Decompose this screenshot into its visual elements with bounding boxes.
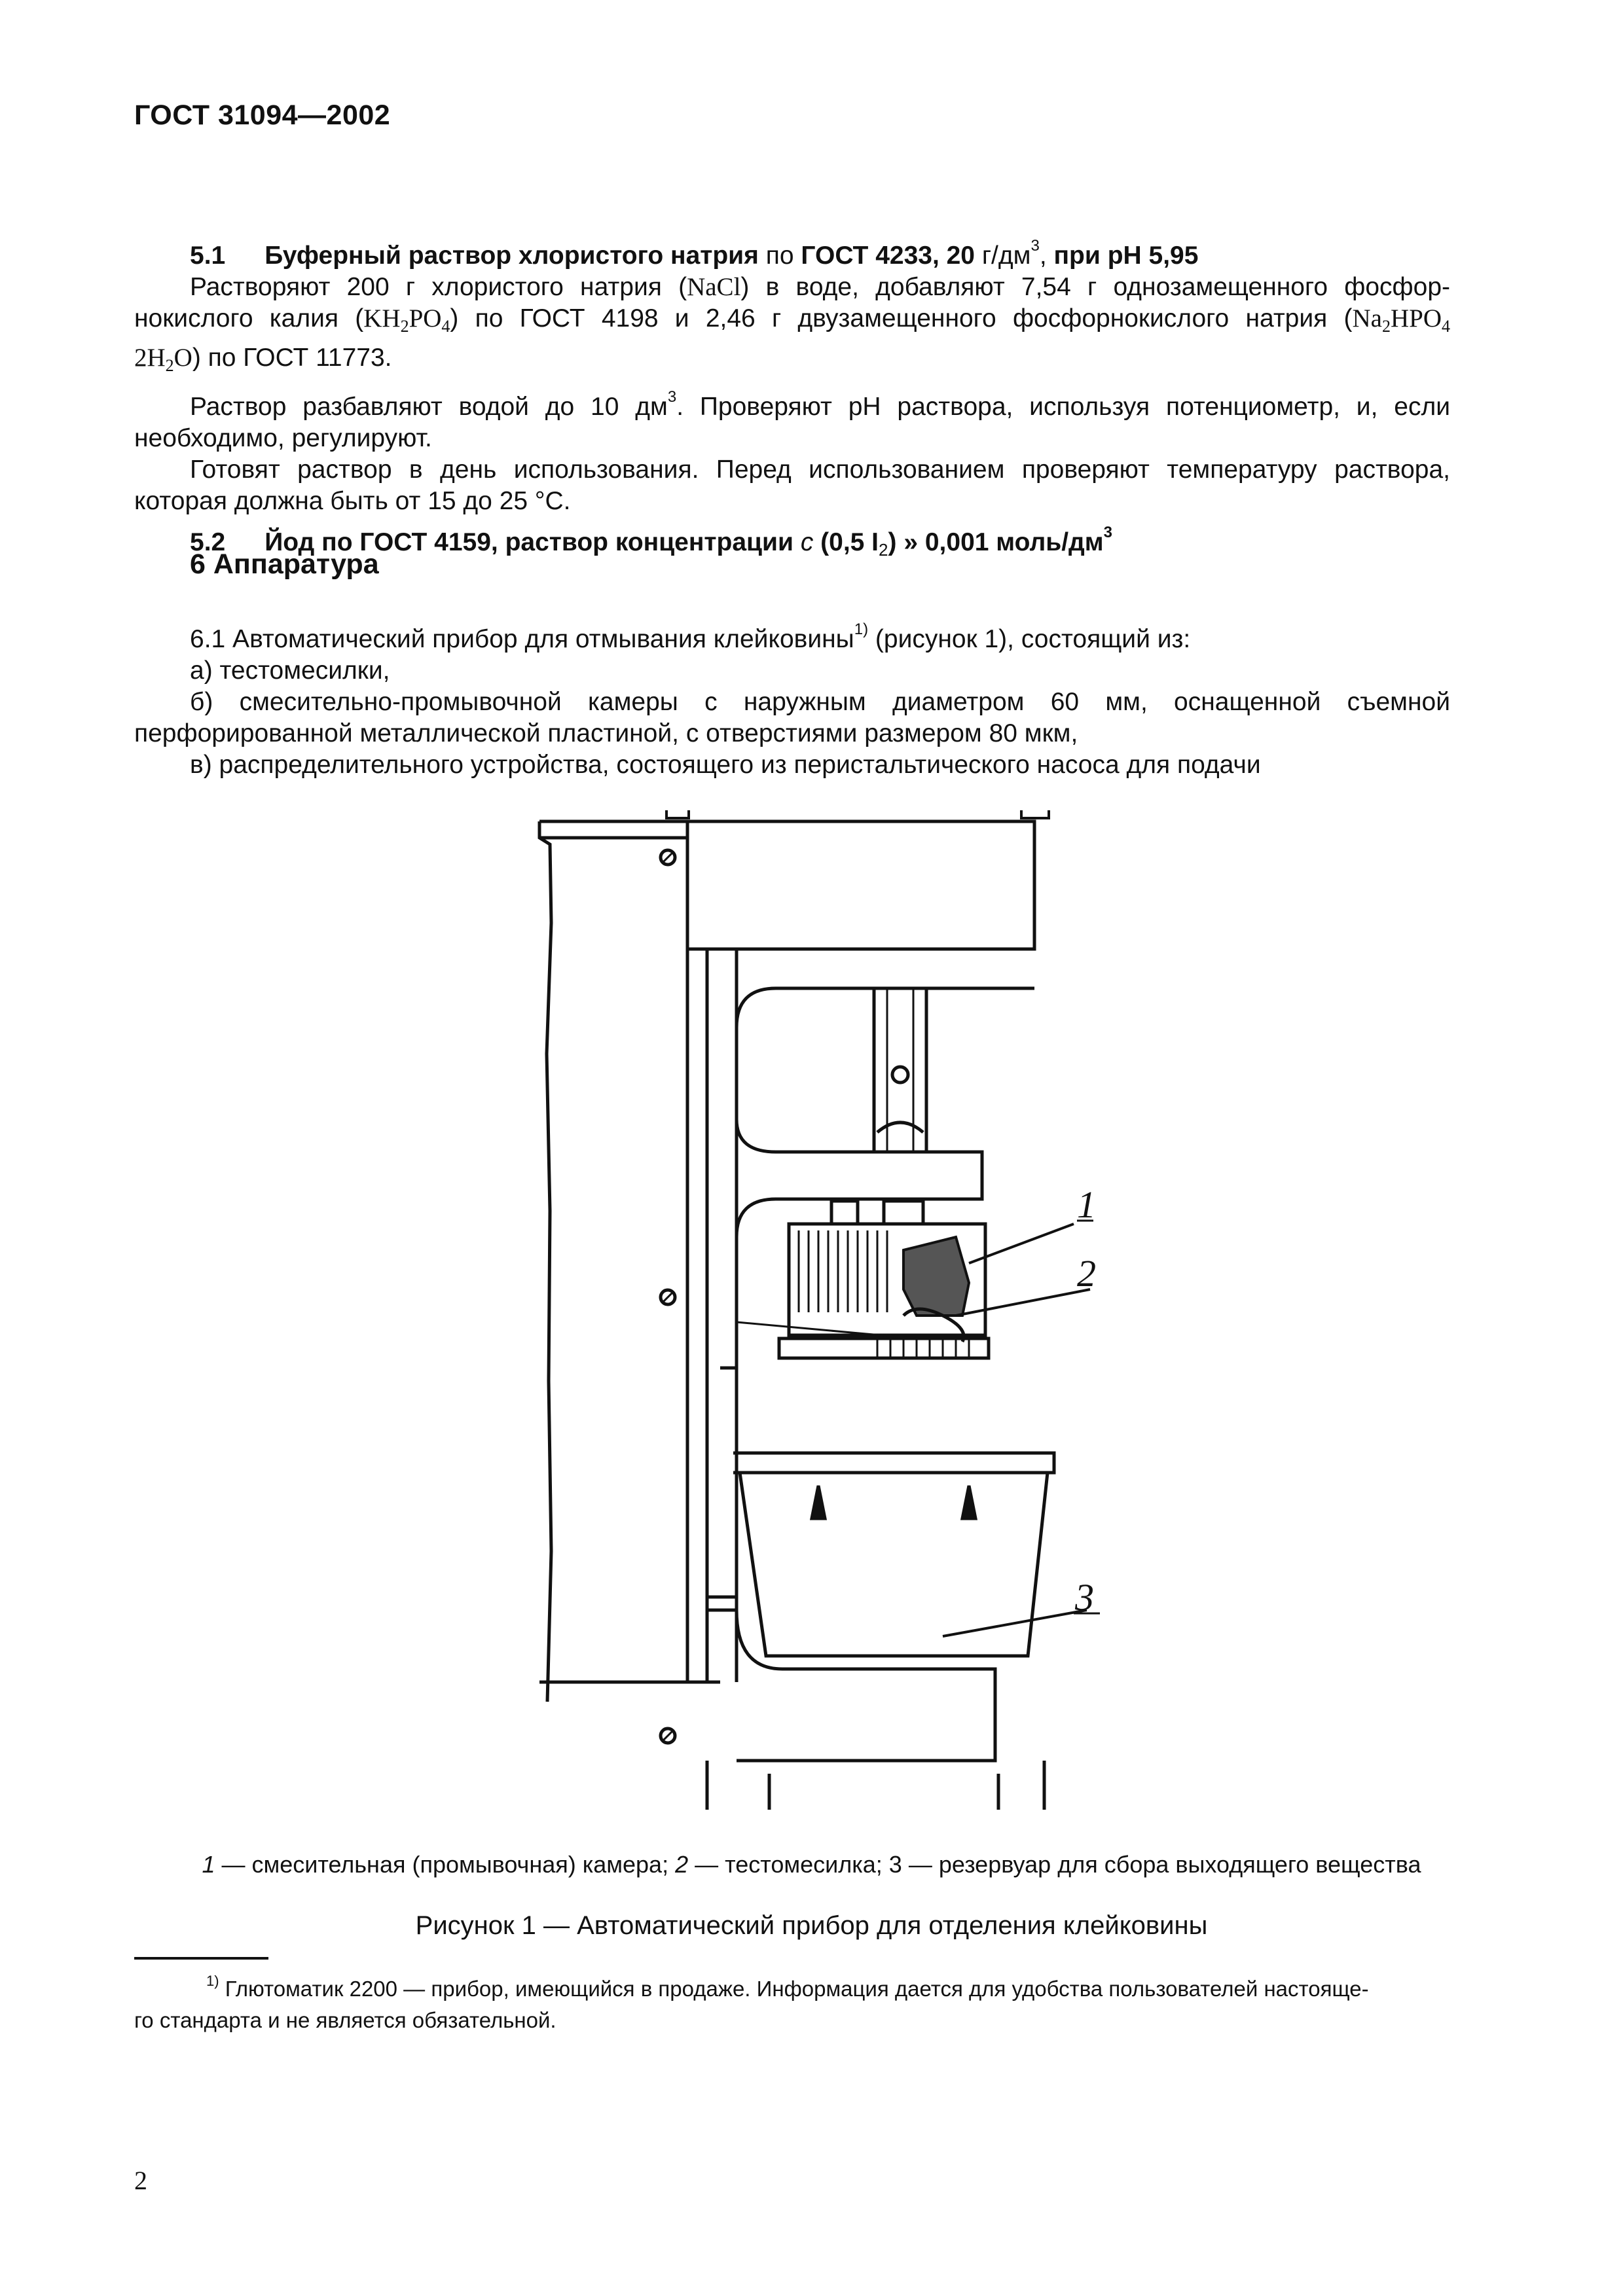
- section-6-heading: 6 Аппаратура: [190, 548, 379, 580]
- text-run: ) по ГОСТ 11773.: [192, 344, 392, 372]
- paragraph-line: которая должна быть от 15 до 25 °С.: [134, 487, 571, 515]
- list-item-b-cont: перфорированной металлической пластиной, с отверстиями размером 80 мкм,: [134, 719, 1078, 747]
- text-run: (0,5 I: [813, 528, 879, 556]
- footnote-line: го стандарта и не является обязательной.: [134, 2008, 556, 2032]
- text-run: Йод по ГОСТ 4159, раствор концентрации: [264, 528, 801, 556]
- formula-h2o: [134, 344, 192, 375]
- figure-reservoir-mark: [812, 1486, 825, 1518]
- legend-number: 1: [202, 1851, 215, 1878]
- text-run: ) » 0,001 моль/дм: [888, 528, 1104, 556]
- section-5-1-title-unit: г/дм: [975, 242, 1031, 270]
- subscript: 2: [879, 540, 888, 560]
- text-run: нокислого калия (: [134, 304, 364, 332]
- figure-top-module: [687, 821, 1034, 949]
- paragraph-line: необходимо, регулируют.: [134, 424, 432, 452]
- figure-notch: [1021, 810, 1049, 818]
- formula-part: PO: [409, 304, 442, 332]
- leader-line-3: [943, 1610, 1087, 1636]
- figure-spindle-cap: [877, 1122, 923, 1132]
- section-5-2-number: 5.2: [190, 528, 226, 556]
- legend-text: — смесительная (промывочная) камера;: [215, 1851, 676, 1878]
- text-run: 6.1 Автоматический прибор для отмывания клейковины: [190, 625, 854, 653]
- section-6-1: [134, 614, 1450, 781]
- footnote-text: Глютоматик 2200 — прибор, имеющийся в продаже. Информация дается для удобства пользователей настояще-: [219, 1977, 1369, 2001]
- formula-part: KH: [363, 304, 401, 332]
- screw-icon: [661, 1729, 675, 1743]
- list-item-c: в) распределительного устройства, состоящего из перистальтического насоса для подачи: [190, 751, 1261, 779]
- figure-chamber-hatching: [799, 1230, 887, 1312]
- section-5-1-title-text: Буферный раствор хлористого натрия: [264, 242, 759, 270]
- figure-bracket: [720, 1368, 737, 1378]
- paragraph-line: [190, 272, 1450, 303]
- legend-number: 2: [675, 1851, 689, 1878]
- footnote-divider: [134, 1957, 268, 1960]
- paragraph-line: Готовят раствор в день использования. Перед использованием проверяют температуру раствора,: [190, 456, 1450, 484]
- formula-kh2po4: [363, 304, 450, 336]
- figure-plate-holes: [877, 1338, 969, 1358]
- paragraph-line: [134, 303, 1450, 342]
- paragraph-line: [190, 382, 1450, 423]
- paragraph-line: [190, 614, 1450, 655]
- text-run: (рисунок 1), состоящий из:: [868, 625, 1191, 653]
- text-run: . Проверяют рН раствора, используя потенциометр, и, если: [676, 393, 1450, 421]
- figure-notch: [666, 810, 689, 818]
- formula-part: HPO: [1390, 304, 1442, 332]
- formula-nacl: NaCl: [687, 273, 741, 301]
- figure-caption: Рисунок 1 — Автоматический прибор для отделения клейковины: [415, 1911, 1208, 1940]
- figure-arm-upper: [737, 988, 1034, 1028]
- text-run: ) в воде, добавляют 7,54 г однозамещенного фосфор-: [740, 273, 1451, 301]
- section-5-1-title-gost: ГОСТ 4233, 20: [801, 242, 975, 270]
- section-5-1: [134, 230, 1451, 565]
- screw-icon: [661, 850, 675, 865]
- section-5-1-title-by: по: [758, 242, 801, 270]
- figure-chamber-clip: [831, 1201, 858, 1224]
- formula-part: Na: [1352, 304, 1382, 332]
- screw-icon: [661, 1290, 675, 1304]
- section-5-1-number: 5.1: [190, 242, 226, 270]
- section-5-1-title: [190, 230, 1450, 272]
- section-5-1-title-comma: ,: [1039, 242, 1054, 270]
- text-run: Растворяют 200 г хлористого натрия (: [190, 273, 687, 301]
- figure-chamber-clip: [884, 1201, 923, 1224]
- figure-left-edge: [539, 821, 551, 1702]
- page-number: 2: [134, 2166, 147, 2195]
- section-5-1-title-ph: при рН 5,95: [1053, 242, 1199, 270]
- text-run: Раствор разбавляют водой до 10 дм: [190, 393, 668, 421]
- paragraph-line: [134, 342, 1450, 382]
- footnote-ref: 1): [854, 620, 869, 638]
- leader-line-2: [956, 1289, 1090, 1316]
- figure-label-3: 3: [1075, 1576, 1094, 1619]
- figure-reservoir-mark: [962, 1486, 976, 1518]
- list-item-a: а) тестомесилки,: [190, 656, 390, 685]
- formula-sub: 4: [441, 317, 450, 336]
- apparatus-figure: [511, 792, 1100, 1813]
- symbol-c: с: [800, 528, 814, 556]
- superscript: 3: [1103, 524, 1113, 541]
- figure-label-1: 1: [1077, 1183, 1096, 1226]
- figure-feet: [769, 1774, 998, 1810]
- figure-legend: [0, 1851, 1623, 1878]
- formula-sub: 2: [400, 317, 409, 336]
- figure-dough-mass: [903, 1237, 969, 1316]
- legend-text: — тестомесилка; 3 — резервуар для сбора выходящего вещества: [688, 1851, 1421, 1878]
- text-run: ) по ГОСТ 4198 и 2,46 г двузамещенного фосфорнокислого натрия (: [450, 304, 1353, 332]
- footnote-line: [134, 1965, 1450, 2005]
- formula-sub: 2: [165, 356, 174, 375]
- figure-spindle-ball: [892, 1067, 908, 1083]
- figure-reservoir: [740, 1473, 1048, 1656]
- figure-perforated-plate: [779, 1338, 989, 1358]
- document-code: ГОСТ 31094—2002: [134, 99, 391, 131]
- footnote: [134, 1965, 1450, 2036]
- list-item-b: б) смесительно-промывочной камеры с наружным диаметром 60 мм, оснащенной съемной: [190, 688, 1450, 716]
- section-5-1-title-sup: 3: [1030, 237, 1040, 255]
- formula-part: 2H: [134, 344, 166, 372]
- formula-part: O: [173, 344, 192, 372]
- footnote-mark: 1): [206, 1973, 219, 1989]
- formula-sub: 2: [1381, 317, 1391, 336]
- figure-label-2: 2: [1077, 1252, 1096, 1295]
- figure-feet: [707, 1761, 1044, 1810]
- figure-reservoir-lid: [733, 1453, 1054, 1473]
- formula-na2hpo4: [1352, 304, 1450, 336]
- superscript: 3: [667, 388, 677, 406]
- formula-sub: 4: [1442, 317, 1450, 336]
